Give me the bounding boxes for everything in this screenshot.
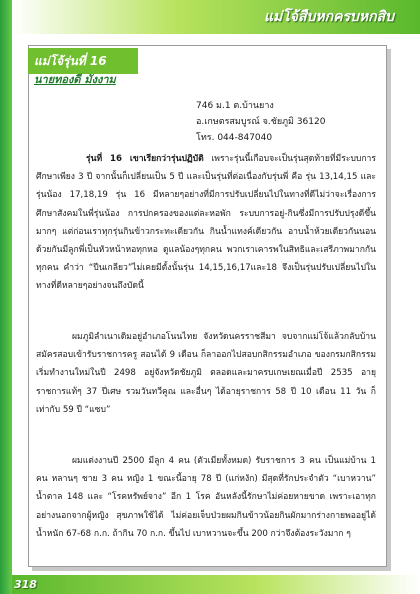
paragraph-1-lead: รุ่นที่ 16 เขาเรียกว่ารุ่นปฏิบัติ	[86, 154, 204, 164]
header-title: แม่โจ้สืบหกครบหกสิบ	[263, 9, 394, 25]
paragraph-2	[36, 328, 376, 419]
address-line-3: โทร. 044-847040	[196, 133, 273, 143]
paragraph-3	[36, 452, 376, 543]
author-name: นายทองดี มังงาม	[34, 73, 116, 86]
paragraph-1-text: เพราะรุ่นนี้เกือบจะเป็นรุ่นสุดท้ายที่มีระบบการศึกษาเพียง 3 ปี จากนั้นก็เปลี่ยนเป็น 5 ปี และเป็นรุ่นที่ต่อเนื่องกับรุ่นพี่ คือ รุ่น 13,14,15 และรุ่นน้อง 17,18,19 รุ่น 16 มีหลายๆอย่างที่มีการปรับเปลี่ยนไปในทางที่ดีไม่ว่าจะเรื่องการศึกษาสังคมในพี่รุ่นน้อง การปกครองของแต่ละหอพัก ระบบการอยู่-กินซึ่งมีการปรับปรุงดีขึ้นมากๆ แต่ก่อนเราทุกรุ่นกินข้าวกระทะเดียวกัน กินน้ำแทงค์เดียวกัน อาบน้ำห้วยเดียวกันนอนด้วยกันมีลูกพี่เป็นหัวหน้าหอทุกหอ ดูแลน้องๆทุกคน พวกเราเคารพในสิทธิและเสรีภาพมากกันทุกคน คำว่า “ปีนเกลียว”ไม่เคยมีตั้งนั้นรุ่น 14,15,16,17และ18 จึงเป็นรุ่นปรับเปลี่ยนไปในทางที่ดีหลายๆอย่างจนถึงบัดนี้	[36, 154, 376, 292]
paragraph-2-text: ผมภูมิลำเนาเดิมอยู่อำเภอโนนไทย จังหวัดนครราชสีมา จบจากแม่โจ้แล้วกลับบ้านสมัครสอบเข้ารับราชการครู สอนได้ 9 เดือน ก็ลาออกไปสอบกสิกรรมอำเภอ ของกรมกสิกรรม เริ่มทำงานใหม่ในปี 2498 อยู่จังหวัดชัยภูมิ ตลอดและมาครบเกษเยณเมื่อปี 2535 อายุราชการแท้ๆ 37 ปีเศษ รวมวันทวีคูณ และอื่นๆ ได้อายุราชการ 58 ปี 10 เดือน 11 วัน ก็เท่ากับ 59 ปี “แซบ”	[36, 332, 376, 415]
page-number: 318	[14, 578, 37, 591]
footer-banner	[12, 575, 420, 594]
address-line-2: อ.เกษตรสมบูรณ์ จ.ชัยภูมิ 36120	[196, 117, 326, 127]
paragraph-3-text: ผมแต่งงานปี 2500 มีลูก 4 คน (ตัวเมียทั้งหมด) รับราชการ 3 คน เป็นแม่บ้าน 1 คน หลานๆ ชาย 3 คน หญิง 1 ขณะนี้อายุ 78 ปี (แก่หงัก) มีสุดที่รักประจำตัว “เบาหวาน” น้ำตาล 148 และ “โรคหรัพย์จาง” อีก 1 โรค อันหลังนี้รักษาไม่ค่อยหายขาด เพราะเอาทุกอย่างนอกจากผู้หญิง สุขภาพใช้ได้ ไม่ค่อยเจ็บป่วยผมกินข้าวน้อยกินผักมากร่างกายพออยู่ได้น้ำหนัก 67-68 ก.ก. ถ้ากิน 70 ก.ก. ขึ้นไป เบาหวานจะขึ้น 200 กว่าจึงต้องระวังมาก ๆ	[36, 456, 376, 539]
section-title: แม่โจ้รุ่นที่ 16	[34, 54, 107, 68]
paragraph-1	[36, 150, 376, 296]
address-line-1: 746 ม.1 ต.บ้านยาง	[196, 101, 274, 111]
left-decorative-bar	[0, 0, 12, 594]
